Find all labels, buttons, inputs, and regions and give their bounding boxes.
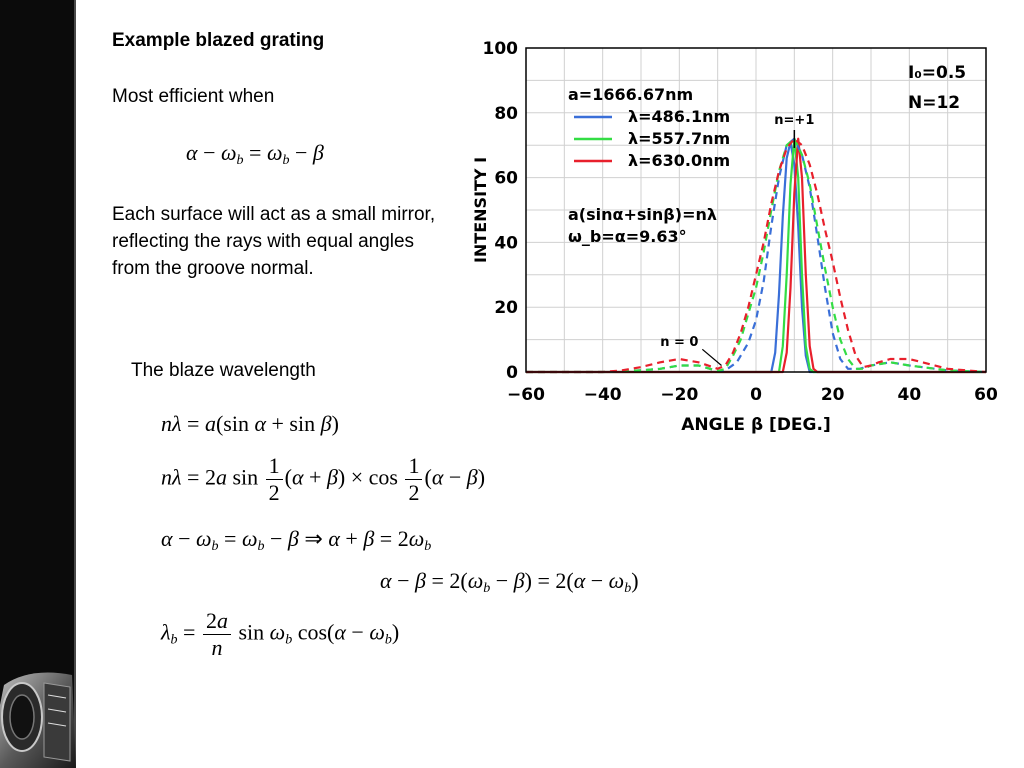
- grating-equation: nλ = a(sin α + sin β): [161, 411, 339, 436]
- x-tick-label: 40: [897, 385, 922, 405]
- blaze-condition-equation: $\alpha - \omega_b = \omega_b - \beta$: [186, 140, 324, 168]
- omega-annotation: ω_b=α=9.63°: [568, 227, 687, 246]
- n-annotation: N=12: [908, 93, 961, 113]
- product-equation: nλ = 2a sin $\frac{1}{2}$ (α + β) × cos $\frac{1}{2}$ (α − β): [161, 453, 486, 505]
- order-zero-label: n = 0: [660, 335, 699, 351]
- slide-title: Example blazed grating: [112, 30, 325, 51]
- y-tick-label: 80: [494, 103, 518, 124]
- x-tick-label: 60: [974, 385, 998, 405]
- y-axis-label: INTENSITY I: [471, 156, 490, 264]
- reflection-paragraph: Each surface will act as a small mirror, reflecting the rays with equal angles from the groove normal.: [112, 204, 436, 279]
- sidebar-edge: [74, 0, 76, 768]
- formula-annotation: a(sinα+sinβ)=nλ: [568, 205, 717, 224]
- x-tick-label: −60: [507, 385, 545, 405]
- y-tick-label: 0: [506, 363, 518, 383]
- most-efficient-text: Most efficient when: [112, 86, 275, 107]
- order-zero-pointer: [702, 349, 721, 365]
- blaze-wavelength-heading: The blaze wavelength: [131, 360, 316, 381]
- intensity-chart: [462, 40, 1002, 440]
- y-tick-label: 100: [482, 40, 518, 59]
- x-tick-label: 0: [750, 385, 762, 405]
- x-tick-label: −20: [660, 385, 699, 405]
- x-axis-label: ANGLE β [DEG.]: [681, 415, 831, 435]
- legend-entry: λ=486.1nm: [628, 107, 731, 126]
- implication-equation: $\alpha - \omega_b = \omega_b - \beta$ ⇒ $\alpha + \beta = 2\omega_b$: [161, 526, 432, 554]
- x-tick-label: −40: [583, 385, 622, 405]
- legend-entry: λ=557.7nm: [628, 129, 731, 148]
- camera-lens-icon: [0, 665, 76, 768]
- y-tick-label: 60: [494, 168, 518, 189]
- legend-header: a=1666.67nm: [568, 85, 694, 104]
- y-tick-label: 40: [494, 233, 518, 254]
- legend-entry: λ=630.0nm: [628, 151, 731, 170]
- y-tick-label: 20: [494, 298, 518, 319]
- difference-equation: $\alpha - \beta = 2(\omega_b - \beta) = 2(\alpha - \omega_b)$: [380, 568, 639, 596]
- chart-legend: [568, 85, 730, 170]
- sidebar-decoration: [0, 0, 76, 768]
- x-tick-label: 20: [820, 385, 845, 405]
- blaze-wavelength-equation: $\lambda_b$ = $\frac{2a}{n}$ $\sin \omega_b$ $\cos(\alpha - \omega_b)$: [161, 608, 400, 660]
- order-plus-one-label: n=+1: [774, 113, 815, 128]
- i0-annotation: I₀=0.5: [908, 63, 967, 83]
